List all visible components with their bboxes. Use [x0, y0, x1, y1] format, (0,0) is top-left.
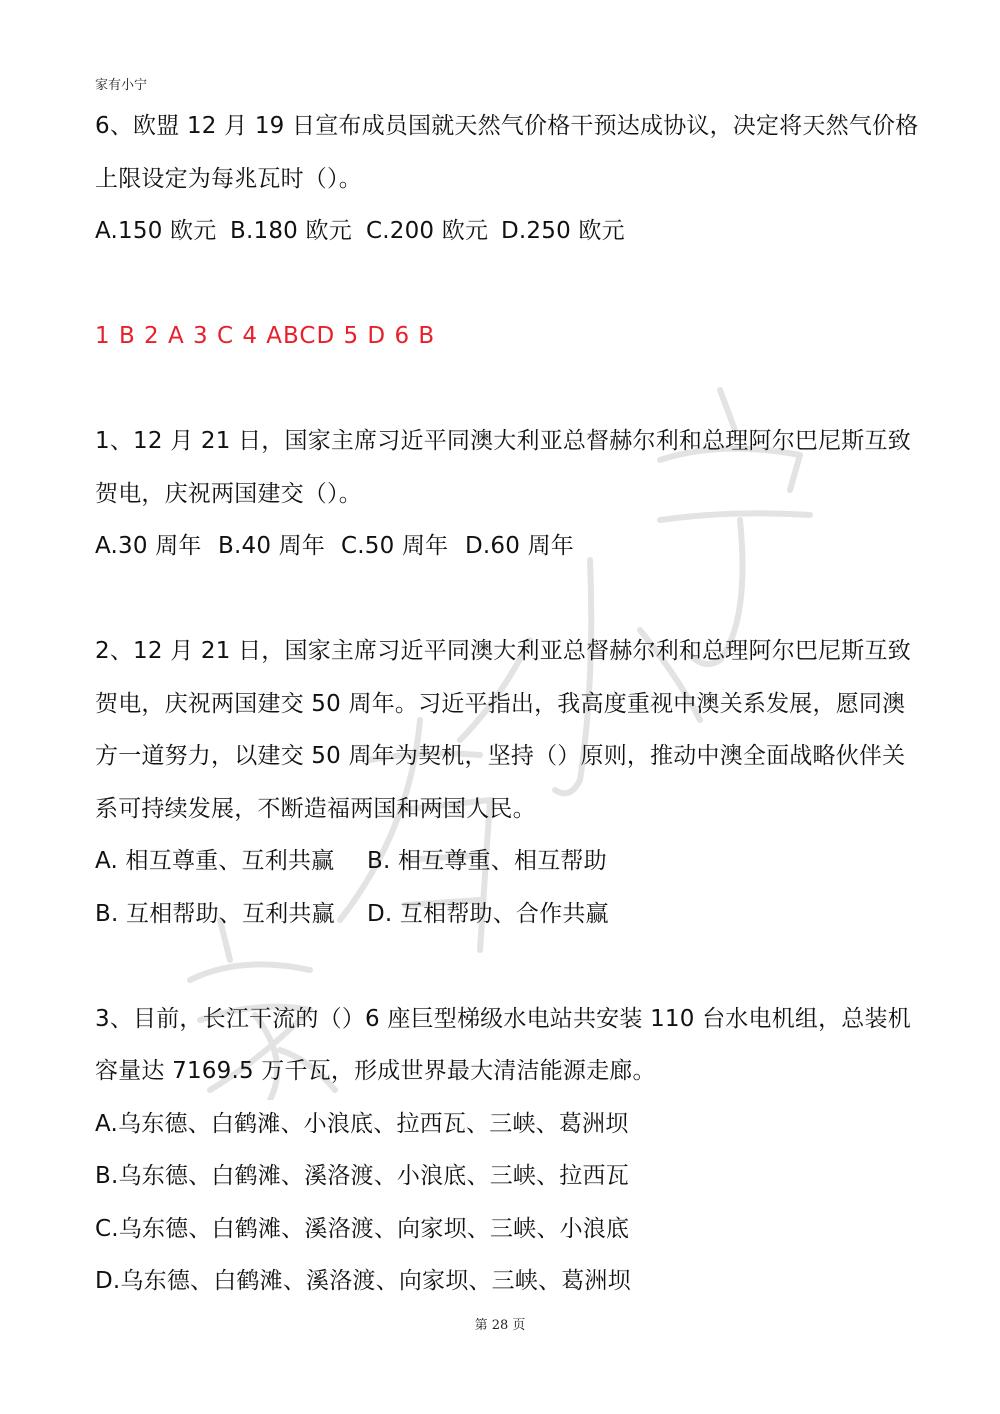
option-b: B.40 周年	[218, 533, 326, 559]
question-1-text: 1、12 月 21 日，国家主席习近平同澳大利亚总督赫尔利和总理阿尔巴尼斯互致	[95, 428, 911, 454]
answer-key: 1 B 2 A 3 C 4 ABCD 5 D 6 B	[95, 323, 436, 349]
question-3-text: 3、目前，长江干流的（）6 座巨型梯级水电站共安装 110 台水电机组，总装机	[95, 1005, 911, 1032]
option-b: B. 相互尊重、相互帮助	[367, 848, 607, 874]
question-2-text-cont: 贺电，庆祝两国建交 50 周年。习近平指出，我高度重视中澳关系发展，愿同澳	[95, 690, 906, 717]
option-d: D.乌东德、白鹤滩、溪洛渡、向家坝、三峡、葛洲坝	[95, 1268, 631, 1294]
option-a: A.乌东德、白鹤滩、小浪底、拉西瓦、三峡、葛洲坝	[95, 1110, 629, 1137]
option-b: B.180 欧元	[230, 218, 352, 244]
option-c: C.200 欧元	[366, 218, 489, 244]
page-number: 第 28 页	[474, 1318, 526, 1333]
question-6-text-cont: 上限设定为每兆瓦时（）。	[95, 165, 362, 192]
question-6-text: 6、欧盟 12 月 19 日宣布成员国就天然气价格干预达成协议，决定将天然气价格	[95, 113, 919, 139]
question-2-options-row-1	[95, 835, 910, 888]
question-3-text-cont: 容量达 7169.5 万千瓦，形成世界最大清洁能源走廊。	[95, 1058, 656, 1084]
question-2-text-cont: 系可持续发展，不断造福两国和两国人民。	[95, 795, 536, 822]
option-a: A.150 欧元	[95, 218, 217, 244]
option-b-alt: B. 互相帮助、互利共赢	[95, 900, 335, 927]
option-c: C.乌东德、白鹤滩、溪洛渡、向家坝、三峡、小浪底	[95, 1215, 630, 1242]
question-2-text: 2、12 月 21 日，国家主席习近平同澳大利亚总督赫尔利和总理阿尔巴尼斯互致	[95, 638, 911, 664]
option-b: B.乌东德、白鹤滩、溪洛渡、小浪底、三峡、拉西瓦	[95, 1163, 629, 1189]
option-c: C.50 周年	[341, 533, 449, 559]
option-d: D.60 周年	[465, 533, 574, 559]
document-body	[95, 100, 919, 1308]
option-d: D. 互相帮助、合作共赢	[367, 900, 609, 927]
question-2-text-cont: 方一道努力，以建交 50 周年为契机，坚持（）原则，推动中澳全面战略伙伴关	[95, 743, 906, 769]
option-a: A.30 周年	[95, 533, 202, 559]
question-1-text-cont: 贺电，庆祝两国建交（）。	[95, 480, 362, 507]
page-header: 家有小宁	[95, 78, 148, 93]
question-6-options	[95, 205, 910, 258]
option-d: D.250 欧元	[501, 218, 625, 244]
question-1-options	[95, 520, 910, 573]
option-a: A. 相互尊重、互利共赢	[95, 848, 335, 874]
question-2-options-row-2	[95, 888, 910, 941]
